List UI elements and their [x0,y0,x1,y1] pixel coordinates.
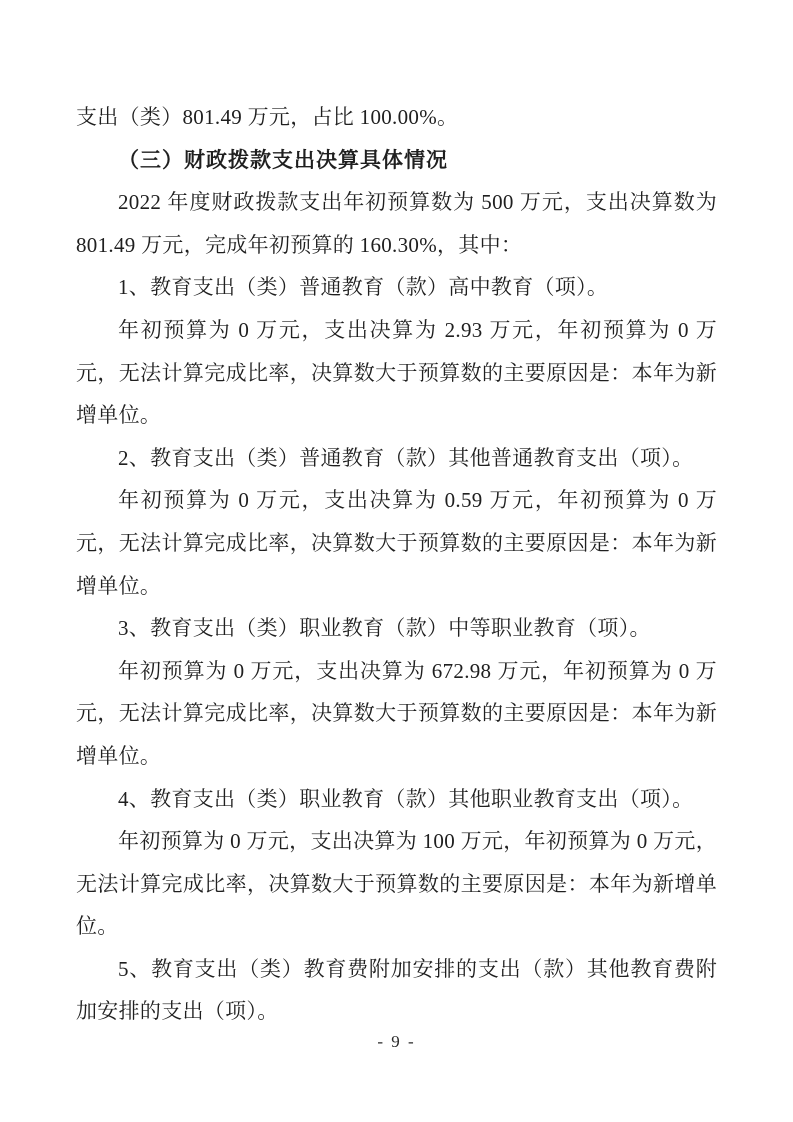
paragraph: 年初预算为 0 万元，支出决算为 672.98 万元，年初预算为 0 万元，无法计算完成比率，决算数大于预算数的主要原因是：本年为新增单位。 [76,658,717,768]
paragraph: 支出（类）801.49 万元，占比 100.00%。 [76,105,459,129]
paragraph: 年初预算为 0 万元，支出决算为 2.93 万元，年初预算为 0 万元，无法计算完成比率，决算数大于预算数的主要原因是：本年为新增单位。 [76,317,717,428]
paragraph: 年初预算为 0 万元，支出决算为 0.59 万元，年初预算为 0 万元，无法计算完成比率，决算数大于预算数的主要原因是：本年为新增单位。 [76,488,717,598]
document-body [76,96,717,1033]
paragraph: 2、教育支出（类）普通教育（款）其他普通教育支出（项）。 [118,445,694,470]
page-number-footer: - 9 - [377,1032,416,1051]
section-heading: （三）财政拨款支出决算具体情况 [118,147,448,172]
paragraph: 1、教育支出（类）普通教育（款）高中教育（项）。 [118,275,609,300]
paragraph: 2022 年度财政拨款支出年初预算数为 500 万元，支出决算数为 801.49 万元，完成年初预算的 160.30%，其中： [76,190,717,257]
paragraph: 5、教育支出（类）教育费附加安排的支出（款）其他教育费附加安排的支出（项）。 [76,956,717,1024]
paragraph: 年初预算为 0 万元，支出决算为 100 万元，年初预算为 0 万元，无法计算完成比率，决算数大于预算数的主要原因是：本年为新增单位。 [76,829,717,939]
paragraph: 3、教育支出（类）职业教育（款）中等职业教育（项）。 [118,616,651,641]
paragraph: 4、教育支出（类）职业教育（款）其他职业教育支出（项）。 [118,786,694,811]
